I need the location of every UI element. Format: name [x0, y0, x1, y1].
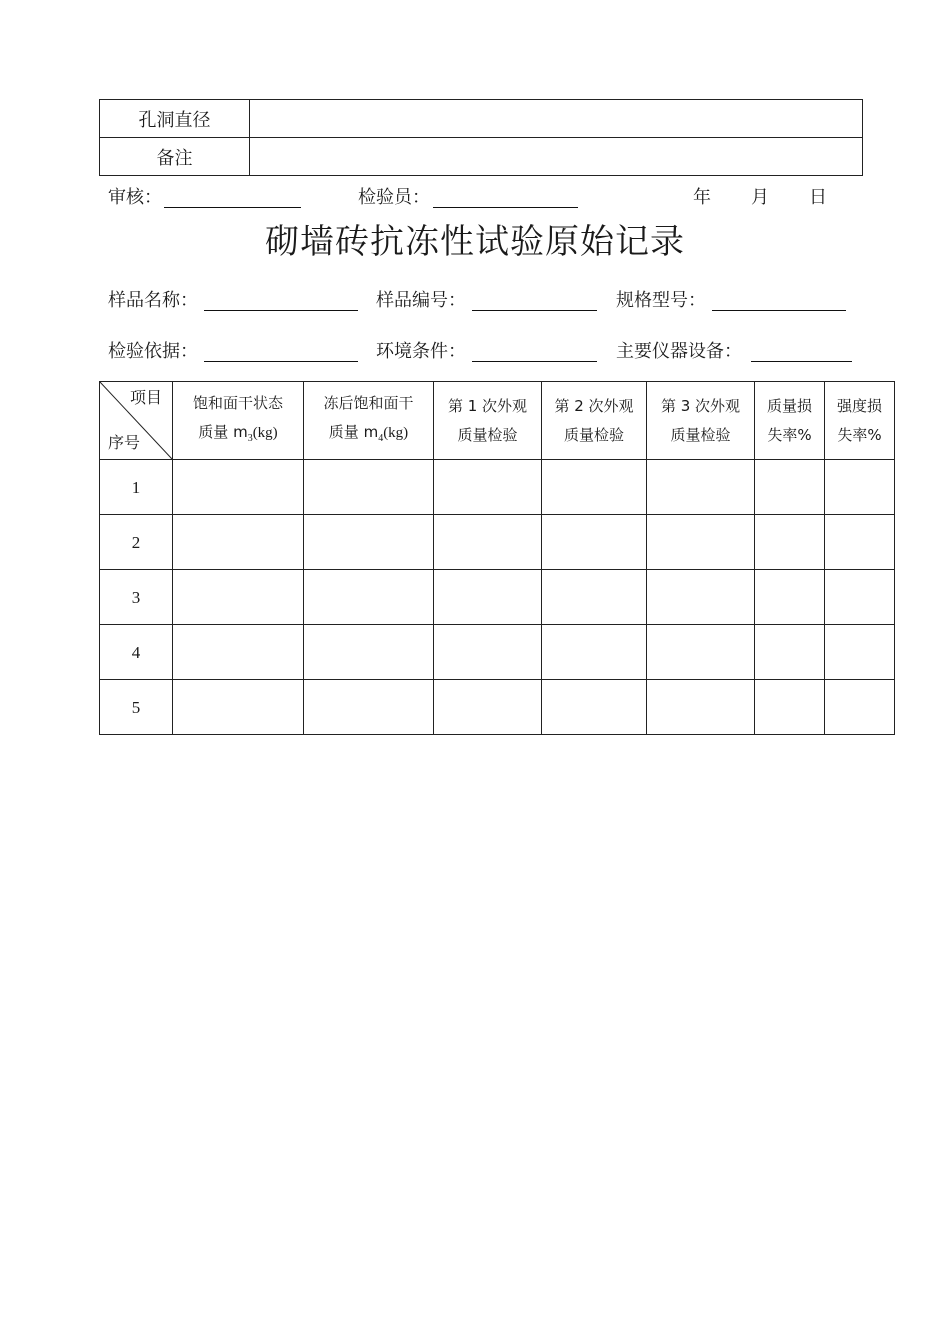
data-cell[interactable] [434, 515, 542, 570]
header-unit: (kg) [383, 424, 409, 441]
data-cell[interactable] [542, 680, 647, 735]
data-cell[interactable] [173, 625, 304, 680]
record-table [99, 381, 895, 735]
hole-diameter-field[interactable] [250, 100, 863, 138]
table-row [100, 680, 895, 735]
data-cell[interactable] [542, 460, 647, 515]
table-body [100, 460, 895, 735]
basis-field[interactable] [204, 339, 358, 362]
data-cell[interactable] [173, 515, 304, 570]
col-header-saturated-mass [173, 382, 304, 460]
data-cell[interactable] [173, 680, 304, 735]
header-line1: 第 1 次外观 [447, 396, 528, 415]
reviewer-field[interactable] [164, 185, 301, 208]
data-cell[interactable] [542, 625, 647, 680]
data-cell[interactable] [647, 515, 755, 570]
env-field[interactable] [472, 339, 597, 362]
data-cell[interactable] [304, 460, 434, 515]
top-table [99, 99, 863, 176]
sample-name-field[interactable] [204, 288, 358, 311]
data-cell[interactable] [825, 460, 895, 515]
header-subscript: 3 [247, 432, 253, 444]
header-unit: (kg) [252, 424, 278, 441]
header-line1: 第 2 次外观 [554, 396, 634, 415]
data-cell[interactable] [755, 570, 825, 625]
col-header-strength-loss [825, 382, 895, 460]
spec-field[interactable] [712, 288, 846, 311]
info-row-1 [0, 288, 950, 314]
data-cell[interactable] [647, 625, 755, 680]
header-line2: 质量检验 [563, 425, 624, 444]
top-row-remarks [100, 138, 863, 176]
header-line1: 冻后饱和面干 [323, 393, 414, 412]
header-line2: 失率% [837, 425, 882, 444]
year-label: 年 [693, 187, 711, 208]
data-cell[interactable] [825, 625, 895, 680]
data-cell[interactable] [825, 570, 895, 625]
sample-no-field[interactable] [472, 288, 597, 311]
reviewer-label: 审核： [108, 187, 162, 208]
basis-label: 检验依据： [108, 341, 198, 362]
header-line1: 质量损 [766, 396, 812, 415]
data-cell[interactable] [542, 570, 647, 625]
remarks-label: 备注 [100, 138, 250, 176]
env-label: 环境条件： [376, 341, 466, 362]
header-line2: 质量检验 [457, 425, 518, 444]
header-line2: 质量检验 [670, 425, 731, 444]
data-cell[interactable] [755, 515, 825, 570]
remarks-field[interactable] [250, 138, 863, 176]
sample-no-label: 样品编号： [376, 290, 466, 311]
data-cell[interactable] [755, 625, 825, 680]
data-cell[interactable] [755, 680, 825, 735]
data-cell[interactable] [647, 460, 755, 515]
col-header-mass-loss [755, 382, 825, 460]
table-header-row [100, 382, 895, 460]
header-line2: 失率% [767, 425, 812, 444]
row-number: 2 [100, 515, 173, 570]
page-title: 砌墙砖抗冻性试验原始记录 [265, 222, 685, 262]
day-label: 日 [809, 187, 827, 208]
data-cell[interactable] [304, 625, 434, 680]
col-header-inspection-3 [647, 382, 755, 460]
col-header-frozen-mass [304, 382, 434, 460]
data-cell[interactable] [825, 515, 895, 570]
row-number: 4 [100, 625, 173, 680]
data-cell[interactable] [304, 515, 434, 570]
signoff-row [0, 185, 950, 211]
data-cell[interactable] [542, 515, 647, 570]
col-header-inspection-2 [542, 382, 647, 460]
header-line1: 第 3 次外观 [660, 396, 741, 415]
data-cell[interactable] [434, 570, 542, 625]
header-line2 [173, 418, 303, 453]
col-header-inspection-1 [434, 382, 542, 460]
inspector-field[interactable] [433, 185, 578, 208]
header-line2-text: 质量 m [198, 422, 248, 441]
month-label: 月 [751, 187, 769, 208]
hole-diameter-label: 孔洞直径 [100, 100, 250, 138]
corner-item-label: 项目 [129, 388, 162, 407]
data-cell[interactable] [825, 680, 895, 735]
corner-seq-label: 序号 [108, 433, 141, 452]
data-cell[interactable] [173, 460, 304, 515]
table-row [100, 625, 895, 680]
data-cell[interactable] [434, 680, 542, 735]
equipment-field[interactable] [751, 339, 852, 362]
data-cell[interactable] [434, 460, 542, 515]
row-number: 1 [100, 460, 173, 515]
table-row [100, 460, 895, 515]
data-cell[interactable] [434, 625, 542, 680]
spec-label: 规格型号： [616, 290, 706, 311]
data-cell[interactable] [755, 460, 825, 515]
info-row-2 [0, 339, 950, 365]
header-line2 [304, 418, 433, 453]
data-cell[interactable] [304, 680, 434, 735]
data-cell[interactable] [304, 570, 434, 625]
data-cell[interactable] [647, 680, 755, 735]
sample-name-label: 样品名称： [108, 290, 198, 311]
inspector-label: 检验员： [358, 187, 430, 208]
header-line1: 饱和面干状态 [192, 393, 283, 412]
corner-header-cell [100, 382, 173, 460]
table-row [100, 570, 895, 625]
data-cell[interactable] [173, 570, 304, 625]
header-subscript: 4 [378, 432, 384, 444]
equipment-label: 主要仪器设备： [616, 341, 742, 362]
row-number: 5 [100, 680, 173, 735]
header-line2-text: 质量 m [328, 422, 379, 441]
row-number: 3 [100, 570, 173, 625]
top-row-hole-diameter [100, 100, 863, 138]
data-cell[interactable] [647, 570, 755, 625]
table-row [100, 515, 895, 570]
header-line1: 强度损 [836, 396, 882, 415]
